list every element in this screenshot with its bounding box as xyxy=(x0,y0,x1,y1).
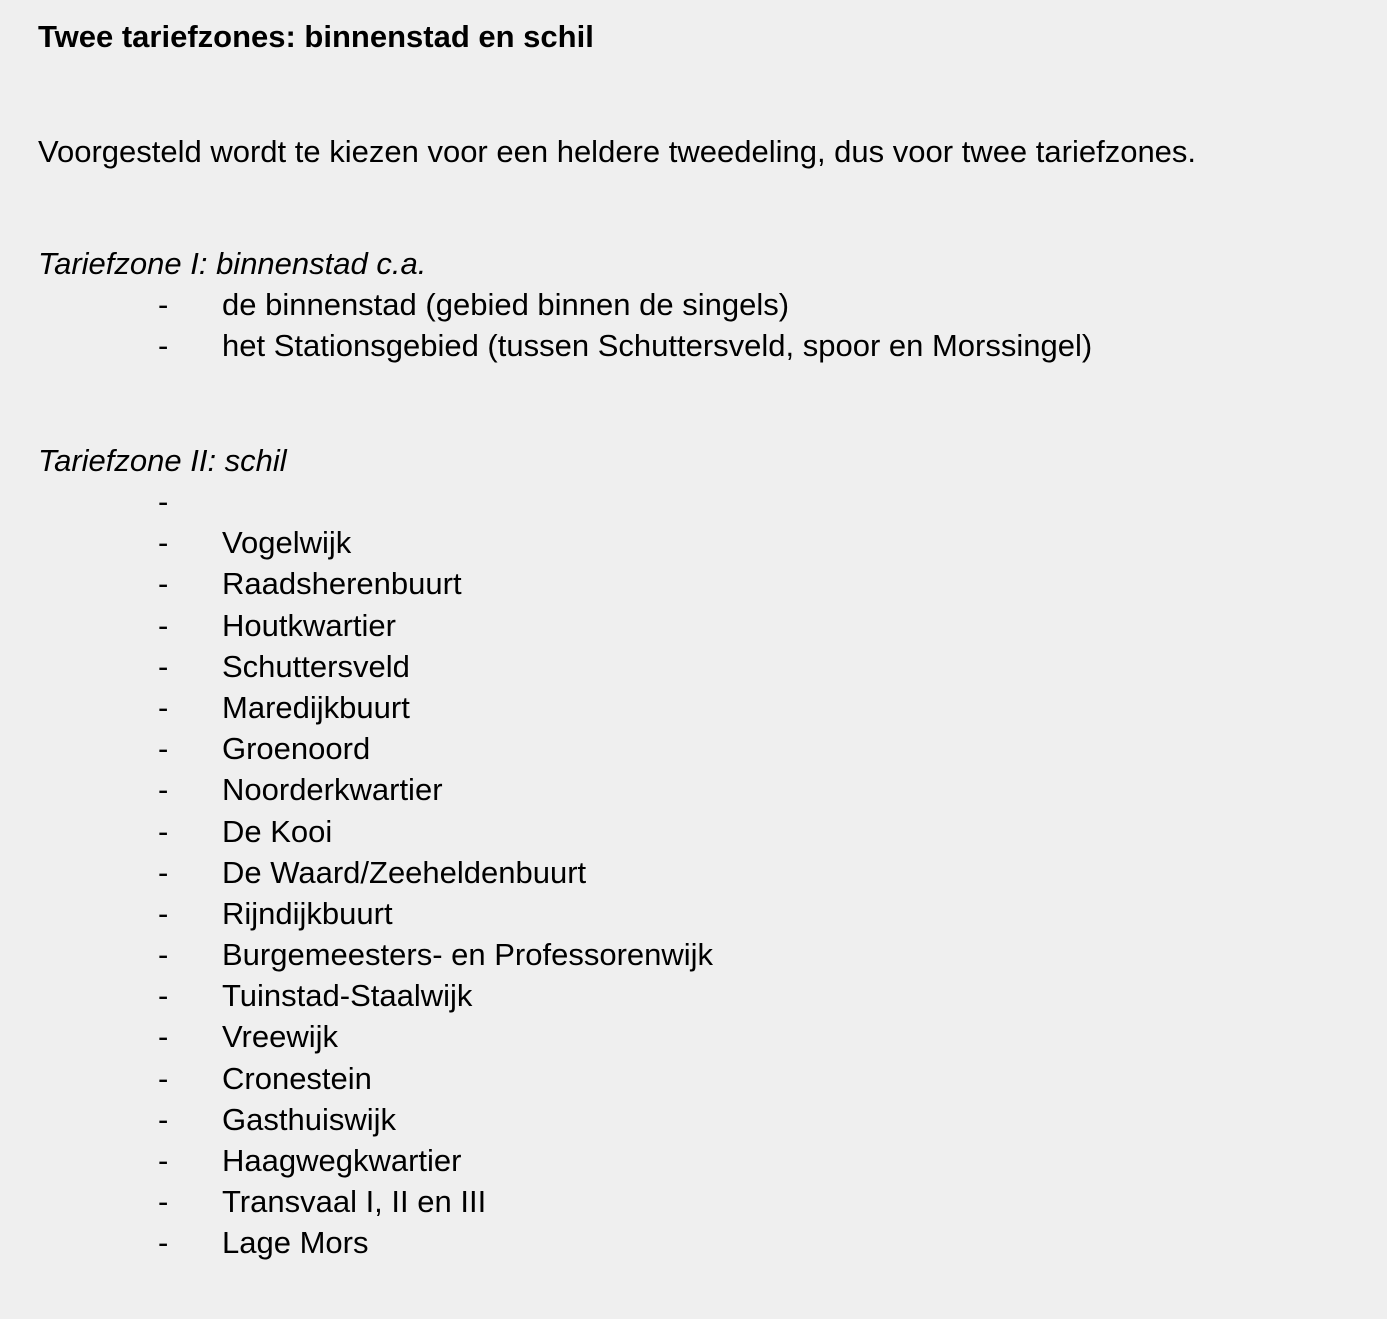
list-item-text: Raadsherenbuurt xyxy=(222,566,462,602)
bullet-dash: - xyxy=(158,525,169,561)
document-title: Twee tariefzones: binnenstad en schil xyxy=(38,19,594,54)
bullet-dash: - xyxy=(158,1019,169,1055)
bullet-dash: - xyxy=(158,648,169,684)
list-item-text: Lage Mors xyxy=(222,1225,369,1261)
list-item-text: Maredijkbuurt xyxy=(222,689,410,725)
bullet-dash: - xyxy=(158,689,169,725)
list-item-text: Groenoord xyxy=(222,731,371,767)
bullet-dash: - xyxy=(158,895,169,931)
bullet-dash: - xyxy=(158,607,169,643)
bullet-dash: - xyxy=(158,287,169,322)
list-item-text: Cronestein xyxy=(222,1060,372,1096)
bullet-dash: - xyxy=(158,854,169,890)
intro-paragraph: Voorgesteld wordt te kiezen voor een heldere tweedeling, dus voor twee tariefzones. xyxy=(38,134,1197,169)
bullet-dash: - xyxy=(158,1184,169,1220)
list-item-text: de binnenstad (gebied binnen de singels) xyxy=(222,287,790,322)
bullet-dash: - xyxy=(158,813,169,849)
list-item-text: Rijndijkbuurt xyxy=(222,895,393,931)
bullet-dash: - xyxy=(158,731,169,767)
bullet-dash: - xyxy=(158,978,169,1014)
zone1-heading: Tariefzone I: binnenstad c.a. xyxy=(38,246,427,281)
list-item-text: Vreewijk xyxy=(222,1019,338,1055)
bullet-dash: - xyxy=(158,566,169,602)
zone2-heading: Tariefzone II: schil xyxy=(38,443,287,478)
list-item-text: Burgemeesters- en Professorenwijk xyxy=(222,937,714,973)
bullet-dash: - xyxy=(158,1143,169,1178)
bullet-dash: - xyxy=(158,772,169,808)
bullet-dash: - xyxy=(158,1101,169,1137)
list-item-text: Haagwegkwartier xyxy=(222,1143,462,1178)
list-item-text: Tuinstad-Staalwijk xyxy=(222,978,473,1014)
bullet-dash: - xyxy=(158,484,169,519)
list-item-text: Transvaal I, II en III xyxy=(222,1184,487,1220)
list-item-text: De Waard/Zeeheldenbuurt xyxy=(222,854,587,890)
bullet-dash: - xyxy=(158,1225,169,1261)
bullet-dash: - xyxy=(158,1060,169,1096)
list-item-text: Vogelwijk xyxy=(222,525,352,561)
list-item-text: het Stationsgebied (tussen Schuttersveld, spoor en Morssingel) xyxy=(222,328,1093,364)
list-item-text: Gasthuiswijk xyxy=(222,1101,396,1137)
list-item-text: Schuttersveld xyxy=(222,648,410,684)
bullet-dash: - xyxy=(158,937,169,973)
bullet-dash: - xyxy=(158,328,169,364)
list-item-text: Houtkwartier xyxy=(222,607,396,643)
list-item-text: De Kooi xyxy=(222,813,333,849)
list-item-text: Noorderkwartier xyxy=(222,772,443,808)
